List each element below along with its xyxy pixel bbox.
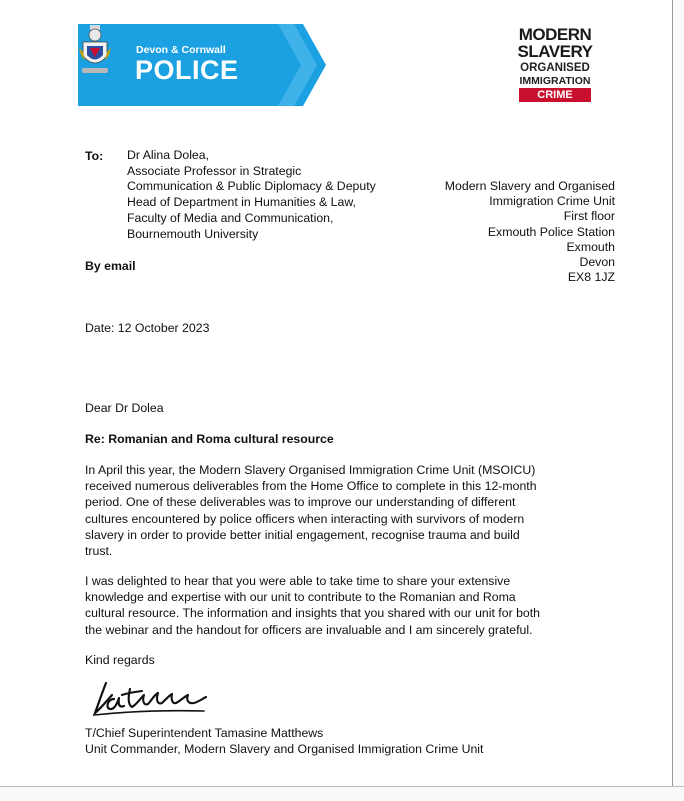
recipient-line: Communication & Public Diplomacy & Deputy (127, 179, 376, 194)
msoic-logo-line1: MODERN (518, 25, 592, 44)
body-line: In April this year, the Modern Slavery Organised Immigration Crime Unit (MSOICU) (85, 463, 536, 477)
msoic-logo (511, 26, 599, 112)
address-line: Modern Slavery and Organised (444, 179, 615, 193)
letter-date: Date: 12 October 2023 (85, 321, 210, 335)
recipient-line: Faculty of Media and Communication, (127, 210, 334, 225)
body-line: period. One of these deliverables was to improve our understanding of different (85, 495, 516, 510)
msoic-logo-line3: ORGANISED (520, 62, 590, 74)
address-line: EX8 1JZ (567, 270, 615, 285)
recipient-line: Bournemouth University (127, 226, 259, 241)
recipient-line: Dr Alina Dolea, (127, 148, 210, 162)
address-line: Exmouth Police Station (487, 224, 615, 239)
to-label: To: (85, 149, 104, 163)
signatory-name: T/Chief Superintendent Tamasine Matthews (85, 726, 324, 740)
body-paragraph-2 (85, 573, 645, 638)
delivery-method: By email (85, 259, 136, 273)
page-edge-bottom (0, 786, 684, 801)
recipient-line: Associate Professor in Strategic (127, 163, 302, 178)
handwritten-signature (92, 677, 212, 719)
address-line: Devon (579, 255, 615, 270)
body-line: received numerous deliverables from the Home Office to complete in this 12-month (85, 479, 537, 494)
address-line: Immigration Crime Unit (489, 194, 615, 209)
closing: Kind regards (85, 653, 155, 667)
body-paragraph-1 (85, 462, 645, 559)
body-line: cultures encountered by police officers when interacting with survivors of modern (85, 511, 525, 526)
recipient-block (127, 148, 376, 242)
address-line: Exmouth (566, 239, 615, 254)
address-line: First floor (563, 209, 615, 224)
signatory-title: Unit Commander, Modern Slavery and Organised Immigration Crime Unit (85, 741, 484, 756)
police-logo-subtitle: Devon & Cornwall (136, 44, 226, 56)
recipient-line: Head of Department in Humanities & Law, (127, 195, 356, 210)
body-line: cultural resource. The information and insights that you shared with our unit for both (85, 606, 541, 621)
msoic-logo-line5: CRIME (519, 88, 591, 102)
signatory-block (85, 726, 483, 757)
msoic-logo-line4: IMMIGRATION (519, 75, 591, 87)
page-edge-right (672, 0, 684, 800)
police-crest-icon (78, 24, 112, 76)
body-line: the webinar and the handout for officers are invaluable and I am sincerely grateful. (85, 622, 533, 637)
sender-address (445, 179, 615, 285)
msoic-logo-line2: SLAVERY (517, 42, 593, 61)
body-line: I was delighted to hear that you were able to take time to share your extensive (85, 574, 511, 588)
body-line: slavery in order to provide better initial engagement, recognise trauma and build (85, 527, 520, 542)
salutation: Dear Dr Dolea (85, 401, 164, 415)
police-logo (78, 24, 326, 106)
subject-line: Re: Romanian and Roma cultural resource (85, 432, 334, 446)
police-logo-title: POLICE (135, 55, 239, 85)
body-line: trust. (85, 544, 113, 559)
body-line: knowledge and expertise with our unit to contribute to the Romanian and Roma (85, 590, 516, 605)
